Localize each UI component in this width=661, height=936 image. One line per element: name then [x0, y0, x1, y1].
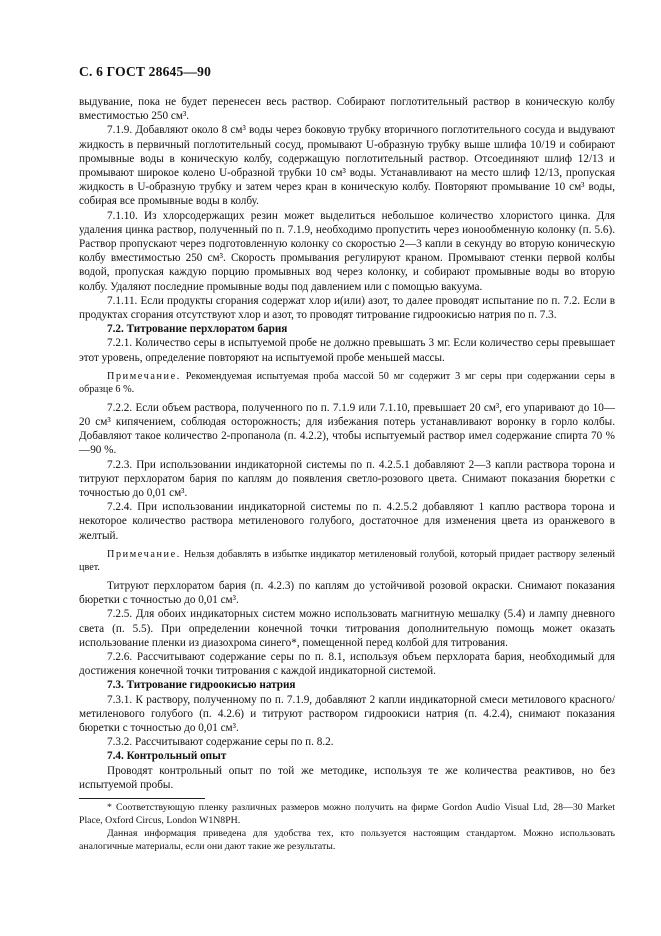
paragraph-7-1-11: 7.1.11. Если продукты сгорания содержат хлор и(или) азот, то далее проводят испытание по п. 7.2. Если в продуктах сгорания отсутствуют хлор и азот, то проводят титрование гидроокисью натрия по п. 7.3.: [79, 294, 615, 322]
section-heading-7-3: 7.3. Титрование гидроокисью натрия: [107, 679, 296, 692]
footnote: * Соответствующую пленку различных размеров можно получить на фирме Gordon Audio Visual Ltd, 28—30 Market Place, Oxford Circus, London W1N8PH.: [79, 801, 615, 826]
note-label: Примечание.: [107, 548, 181, 560]
paragraph-7-2-6: 7.2.6. Рассчитывают содержание серы по п. 8.1, используя объем перхлората бария, необходимый для достижения конечной точки титрования с каждой индикаторной системой.: [79, 650, 615, 678]
document-body: [79, 95, 615, 853]
paragraph-7-2-2: 7.2.2. Если объем раствора, полученного по п. 7.1.9 или 7.1.10, превышает 20 см³, его упаривают до 10—20 см³ кипячением, соблюдая осторожность; для избежания потерь устанавливают воронку в горло колбы. Добавляют такое количество 2-пропанола (п. 4.2.2), чтобы испытуемый раствор имел содержание спирта 70 %—90 %.: [79, 401, 615, 457]
footnote-divider: [79, 798, 205, 799]
note-text: Рекомендуемая испытуемая проба массой 50 мг содержит 3 мг серы при содержании серы в образце 6 %.: [79, 370, 615, 395]
paragraph-7-3-2: 7.3.2. Рассчитывают содержание серы по п. 8.2.: [107, 736, 334, 749]
footnote-note: Данная информация приведена для удобства тех, кто пользуется настоящим стандартом. Можно использовать аналогичные материалы, если они дают такие же результаты.: [79, 827, 615, 852]
note-2: [79, 548, 615, 574]
paragraph-7-4: Проводят контрольный опыт по той же методике, используя те же количества реактивов, но без испытуемой пробы.: [79, 764, 615, 791]
note-label: Примечание.: [107, 370, 181, 382]
note-1: [79, 370, 615, 396]
paragraph-7-1-10: 7.1.10. Из хлорсодержащих резин может выделиться небольшое количество хлористого цинка. Для удаления цинка раствор, полученный по п. 7.1.9, необходимо пропустить через ионообменную колонку (п. 5.6). Раствор пропускают через подготовленную колонку со скоростью 2—3 капли в секунду во вторую коническую колбу вместимостью 250 см³. Скорость промывания регулируют краном. Промывают стенки первой колбы водой, пропуская каждую порцию промывных вод через колонку, и собирают промывные воды во вторую колбу. Удаляют последние промывные воды под давлением или с помощью вакуума.: [79, 209, 615, 293]
page-header: С. 6 ГОСТ 28645—90: [79, 64, 212, 79]
paragraph-titration: Титруют перхлоратом бария (п. 4.2.3) по каплям до устойчивой розовой окраски. Снимают показания бюретки с точностью до 0,01 см³.: [79, 579, 615, 607]
section-heading-7-4: 7.4. Контрольный опыт: [107, 750, 227, 763]
paragraph-7-2-5: 7.2.5. Для обоих индикаторных систем можно использовать магнитную мешалку (5.4) и лампу дневного света (п. 5.5). При определении конечной точки титрования дополнительную помощь может оказать использование пленки из диазохрома синего*, помещенной перед колбой для титрования.: [79, 608, 615, 649]
paragraph-7-1-9: 7.1.9. Добавляют около 8 см³ воды через боковую трубку вторичного поглотительного сосуда и выдувают жидкость в первичный поглотительный сосуд, промывают U-образную трубку выше шлифа 10/19 и собирают промывные воды в коническую колбу, содержащую поглотительный раствор. Отсоединяют шлиф 12/13 и промывают широкое колено U-образной трубки 10 см³ воды. Устанавливают на место шлиф 12/13, пропуская жидкость в U-образную трубку и затем через кран в коническую колбу. Повторяют промывание 10 см³ воды, собирая все промывные воды в колбу.: [79, 124, 615, 208]
paragraph: выдувание, пока не будет перенесен весь раствор. Собирают поглотительный раствор в коническую колбу вместимостью 250 см³.: [79, 96, 615, 123]
section-heading-7-2: 7.2. Титрование перхлоратом бария: [107, 323, 288, 336]
paragraph-7-3-1: 7.3.1. К раствору, полученному по п. 7.1.9, добавляют 2 капли индикаторной смеси метилового красного/метиленового голубого (п. 4.2.6) и титруют раствором гидроокиси натрия (п. 4.2.4), снимают показания бюретки с точностью до 0,01 см³.: [79, 693, 615, 734]
paragraph-7-2-4: 7.2.4. При использовании индикаторной системы по п. 4.2.5.2 добавляют 1 каплю раствора торона и некоторое количество раствора метиленового голубого, достаточное для изменения цвета из оранжевого в желтый.: [79, 501, 615, 542]
paragraph-7-2-3: 7.2.3. При использовании индикаторной системы по п. 4.2.5.1 добавляют 2—3 капли раствора торона и титруют перхлоратом бария по каплям до появления светло-розового цвета. Снимают показания бюретки с точностью до 0,01 см³.: [79, 458, 615, 500]
paragraph-7-2-1: 7.2.1. Количество серы в испытуемой пробе не должно превышать 3 мг. Если количество серы превышает этот уровень, определение повторяют на испытуемой пробе меньшей массы.: [79, 337, 615, 364]
note-text: Нельзя добавлять в избытке индикатор метиленовый голубой, который придает раствору зеленый цвет.: [79, 548, 615, 573]
